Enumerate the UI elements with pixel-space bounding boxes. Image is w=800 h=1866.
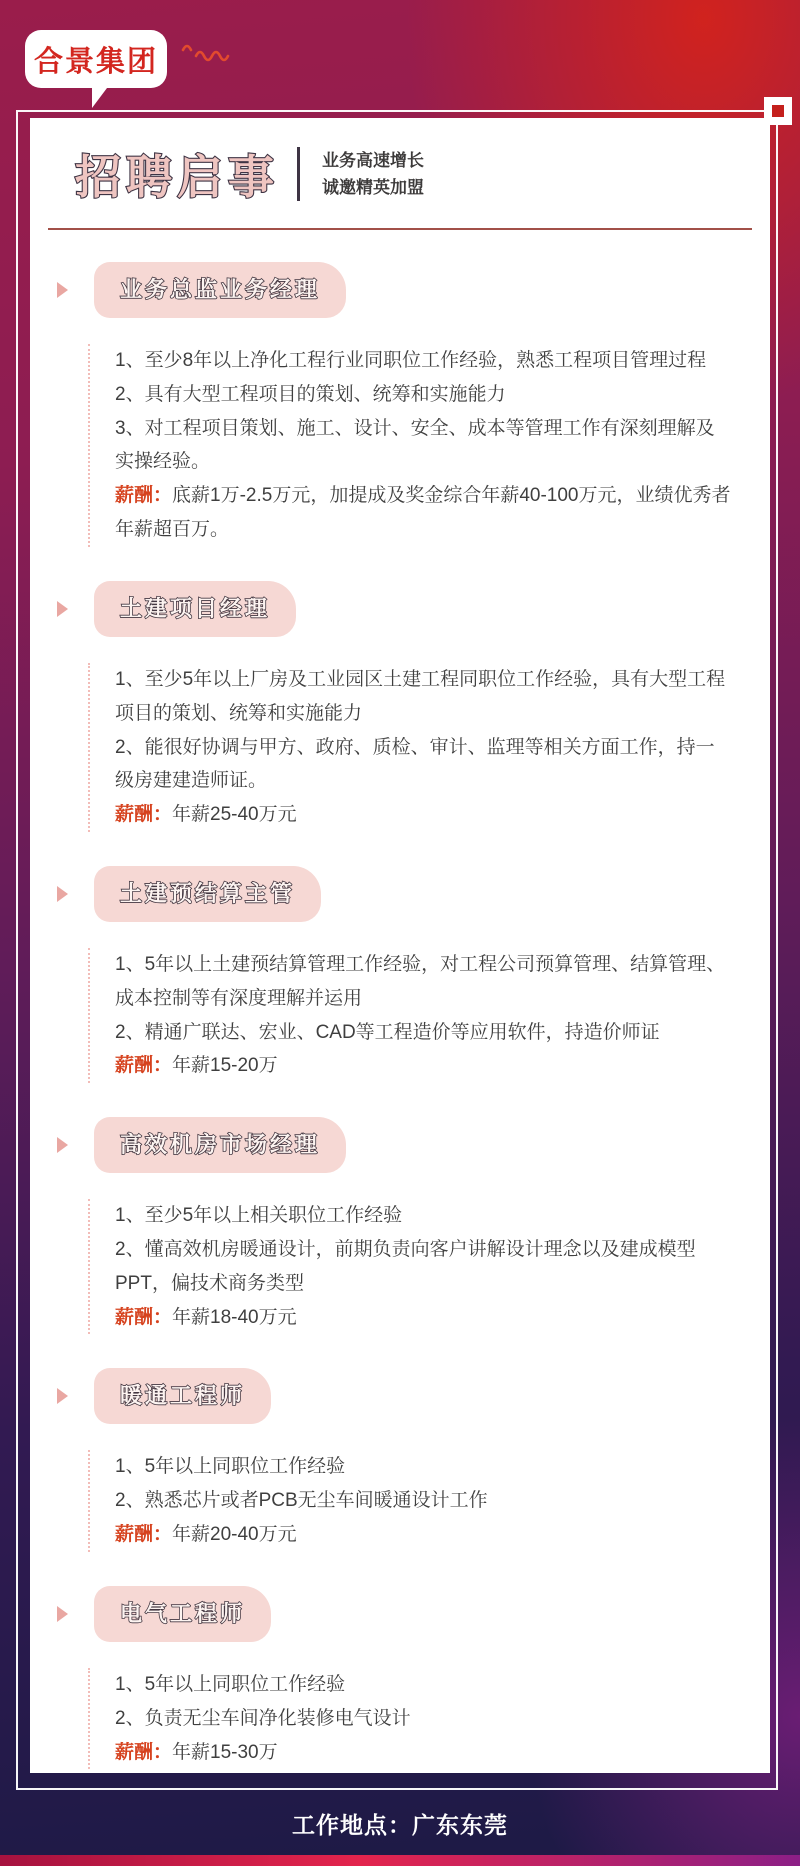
salary-label: 薪酬： <box>115 485 173 507</box>
job-badge <box>94 1368 271 1424</box>
salary-value: 底薪1万-2.5万元，加提成及奖金综合年薪40-100万元，业绩优秀者年薪超百万。 <box>115 485 731 541</box>
job-requirements <box>88 1668 732 1769</box>
page-title: 招聘启事 <box>75 151 279 203</box>
footer-location: 工作地点：广东东莞 <box>292 1812 508 1838</box>
job-section-6 <box>30 1586 770 1769</box>
salary-value: 年薪15-30万 <box>172 1741 278 1763</box>
requirement-item: 1、5年以上同职位工作经验 <box>115 1456 346 1478</box>
subtitle-line-2: 诚邀精英加盟 <box>322 178 424 197</box>
requirement-item: 2、懂高效机房暖通设计，前期负责向客户讲解设计理念以及建成模型PPT，偏技术商务类型 <box>115 1239 696 1294</box>
subtitle-line-1: 业务高速增长 <box>322 150 424 170</box>
badge-arrow-icon <box>57 1137 68 1153</box>
job-badge-row <box>57 1117 770 1173</box>
header-rule <box>48 228 752 230</box>
recruitment-card <box>30 118 770 1773</box>
requirement-item: 2、具有大型工程项目的策划、统筹和实施能力 <box>115 383 506 405</box>
salary-line <box>115 1049 732 1083</box>
requirement-item: 1、至少5年以上相关职位工作经验 <box>115 1205 403 1227</box>
job-badge <box>94 262 346 318</box>
salary-value: 年薪15-20万 <box>172 1055 278 1077</box>
job-requirements <box>88 1450 732 1551</box>
requirement-item: 1、至少8年以上净化工程行业同职位工作经验，熟悉工程项目管理过程 <box>115 350 707 371</box>
badge-arrow-icon <box>57 282 68 298</box>
salary-value: 年薪25-40万元 <box>172 804 297 826</box>
salary-line <box>115 798 732 832</box>
badge-arrow-icon <box>57 886 68 902</box>
job-requirements <box>88 948 732 1083</box>
salary-line <box>115 479 732 547</box>
salary-line <box>115 1518 732 1552</box>
salary-label: 薪酬： <box>115 1741 173 1763</box>
job-badge-row <box>57 262 770 318</box>
salary-label: 薪酬： <box>115 1306 173 1328</box>
salary-line <box>115 1736 732 1770</box>
salary-label: 薪酬： <box>115 804 173 826</box>
requirement-item: 2、能很好协调与甲方、政府、质检、审计、监理等相关方面工作，持一级房建建造师证。 <box>115 736 715 792</box>
job-badge-row <box>57 1586 770 1642</box>
requirement-item: 1、至少5年以上厂房及工业园区土建工程同职位工作经验，具有大型工程项目的策划、统筹和实施能力 <box>115 668 726 724</box>
job-section-1 <box>30 262 770 547</box>
badge-arrow-icon <box>57 1388 68 1404</box>
job-title: 高效机房市场经理 <box>120 1132 321 1158</box>
brand-bubble <box>25 30 167 88</box>
brand-name: 合景集团 <box>33 45 158 78</box>
subtitle <box>322 147 424 201</box>
job-requirements <box>88 1199 732 1334</box>
salary-label: 薪酬： <box>115 1055 173 1077</box>
job-badge-row <box>57 1368 770 1424</box>
job-title: 电气工程师 <box>120 1600 246 1626</box>
job-requirements <box>88 663 732 832</box>
salary-value: 年薪20-40万元 <box>172 1524 297 1546</box>
badge-arrow-icon <box>57 1606 68 1622</box>
job-requirements <box>88 344 732 547</box>
job-title: 土建项目经理 <box>120 595 271 621</box>
job-badge <box>94 581 296 637</box>
card-header <box>75 144 730 204</box>
requirement-item: 2、负责无尘车间净化装修电气设计 <box>115 1707 411 1729</box>
requirement-item: 2、熟悉芯片或者PCB无尘车间暖通设计工作 <box>115 1490 488 1512</box>
job-badge <box>94 1586 271 1642</box>
salary-label: 薪酬： <box>115 1524 173 1546</box>
job-badge-row <box>57 866 770 922</box>
title-divider <box>297 147 300 201</box>
job-section-2 <box>30 581 770 832</box>
requirement-item: 2、精通广联达、宏业、CAD等工程造价等应用软件，持造价师证 <box>115 1021 660 1043</box>
salary-line <box>115 1301 732 1335</box>
job-badge <box>94 1117 346 1173</box>
corner-ornament-inner <box>772 105 784 117</box>
job-title: 业务总监业务经理 <box>120 277 321 302</box>
requirement-item: 3、对工程项目策划、施工、设计、安全、成本等管理工作有深刻理解及实操经验。 <box>115 417 715 473</box>
job-title: 暖通工程师 <box>120 1383 246 1409</box>
job-section-5 <box>30 1368 770 1551</box>
squiggle-icon <box>180 40 240 66</box>
job-section-3 <box>30 866 770 1083</box>
salary-value: 年薪18-40万元 <box>172 1306 297 1328</box>
job-badge <box>94 866 321 922</box>
job-badge-row <box>57 581 770 637</box>
corner-ornament <box>764 97 792 125</box>
requirement-item: 1、5年以上同职位工作经验 <box>115 1673 346 1695</box>
job-section-4 <box>30 1117 770 1334</box>
job-title: 土建预结算主管 <box>120 880 296 906</box>
requirement-item: 1、5年以上土建预结算管理工作经验，对工程公司预算管理、结算管理、成本控制等有深度理解并运用 <box>115 953 726 1009</box>
badge-arrow-icon <box>57 601 68 617</box>
bottom-strip <box>0 1855 800 1866</box>
